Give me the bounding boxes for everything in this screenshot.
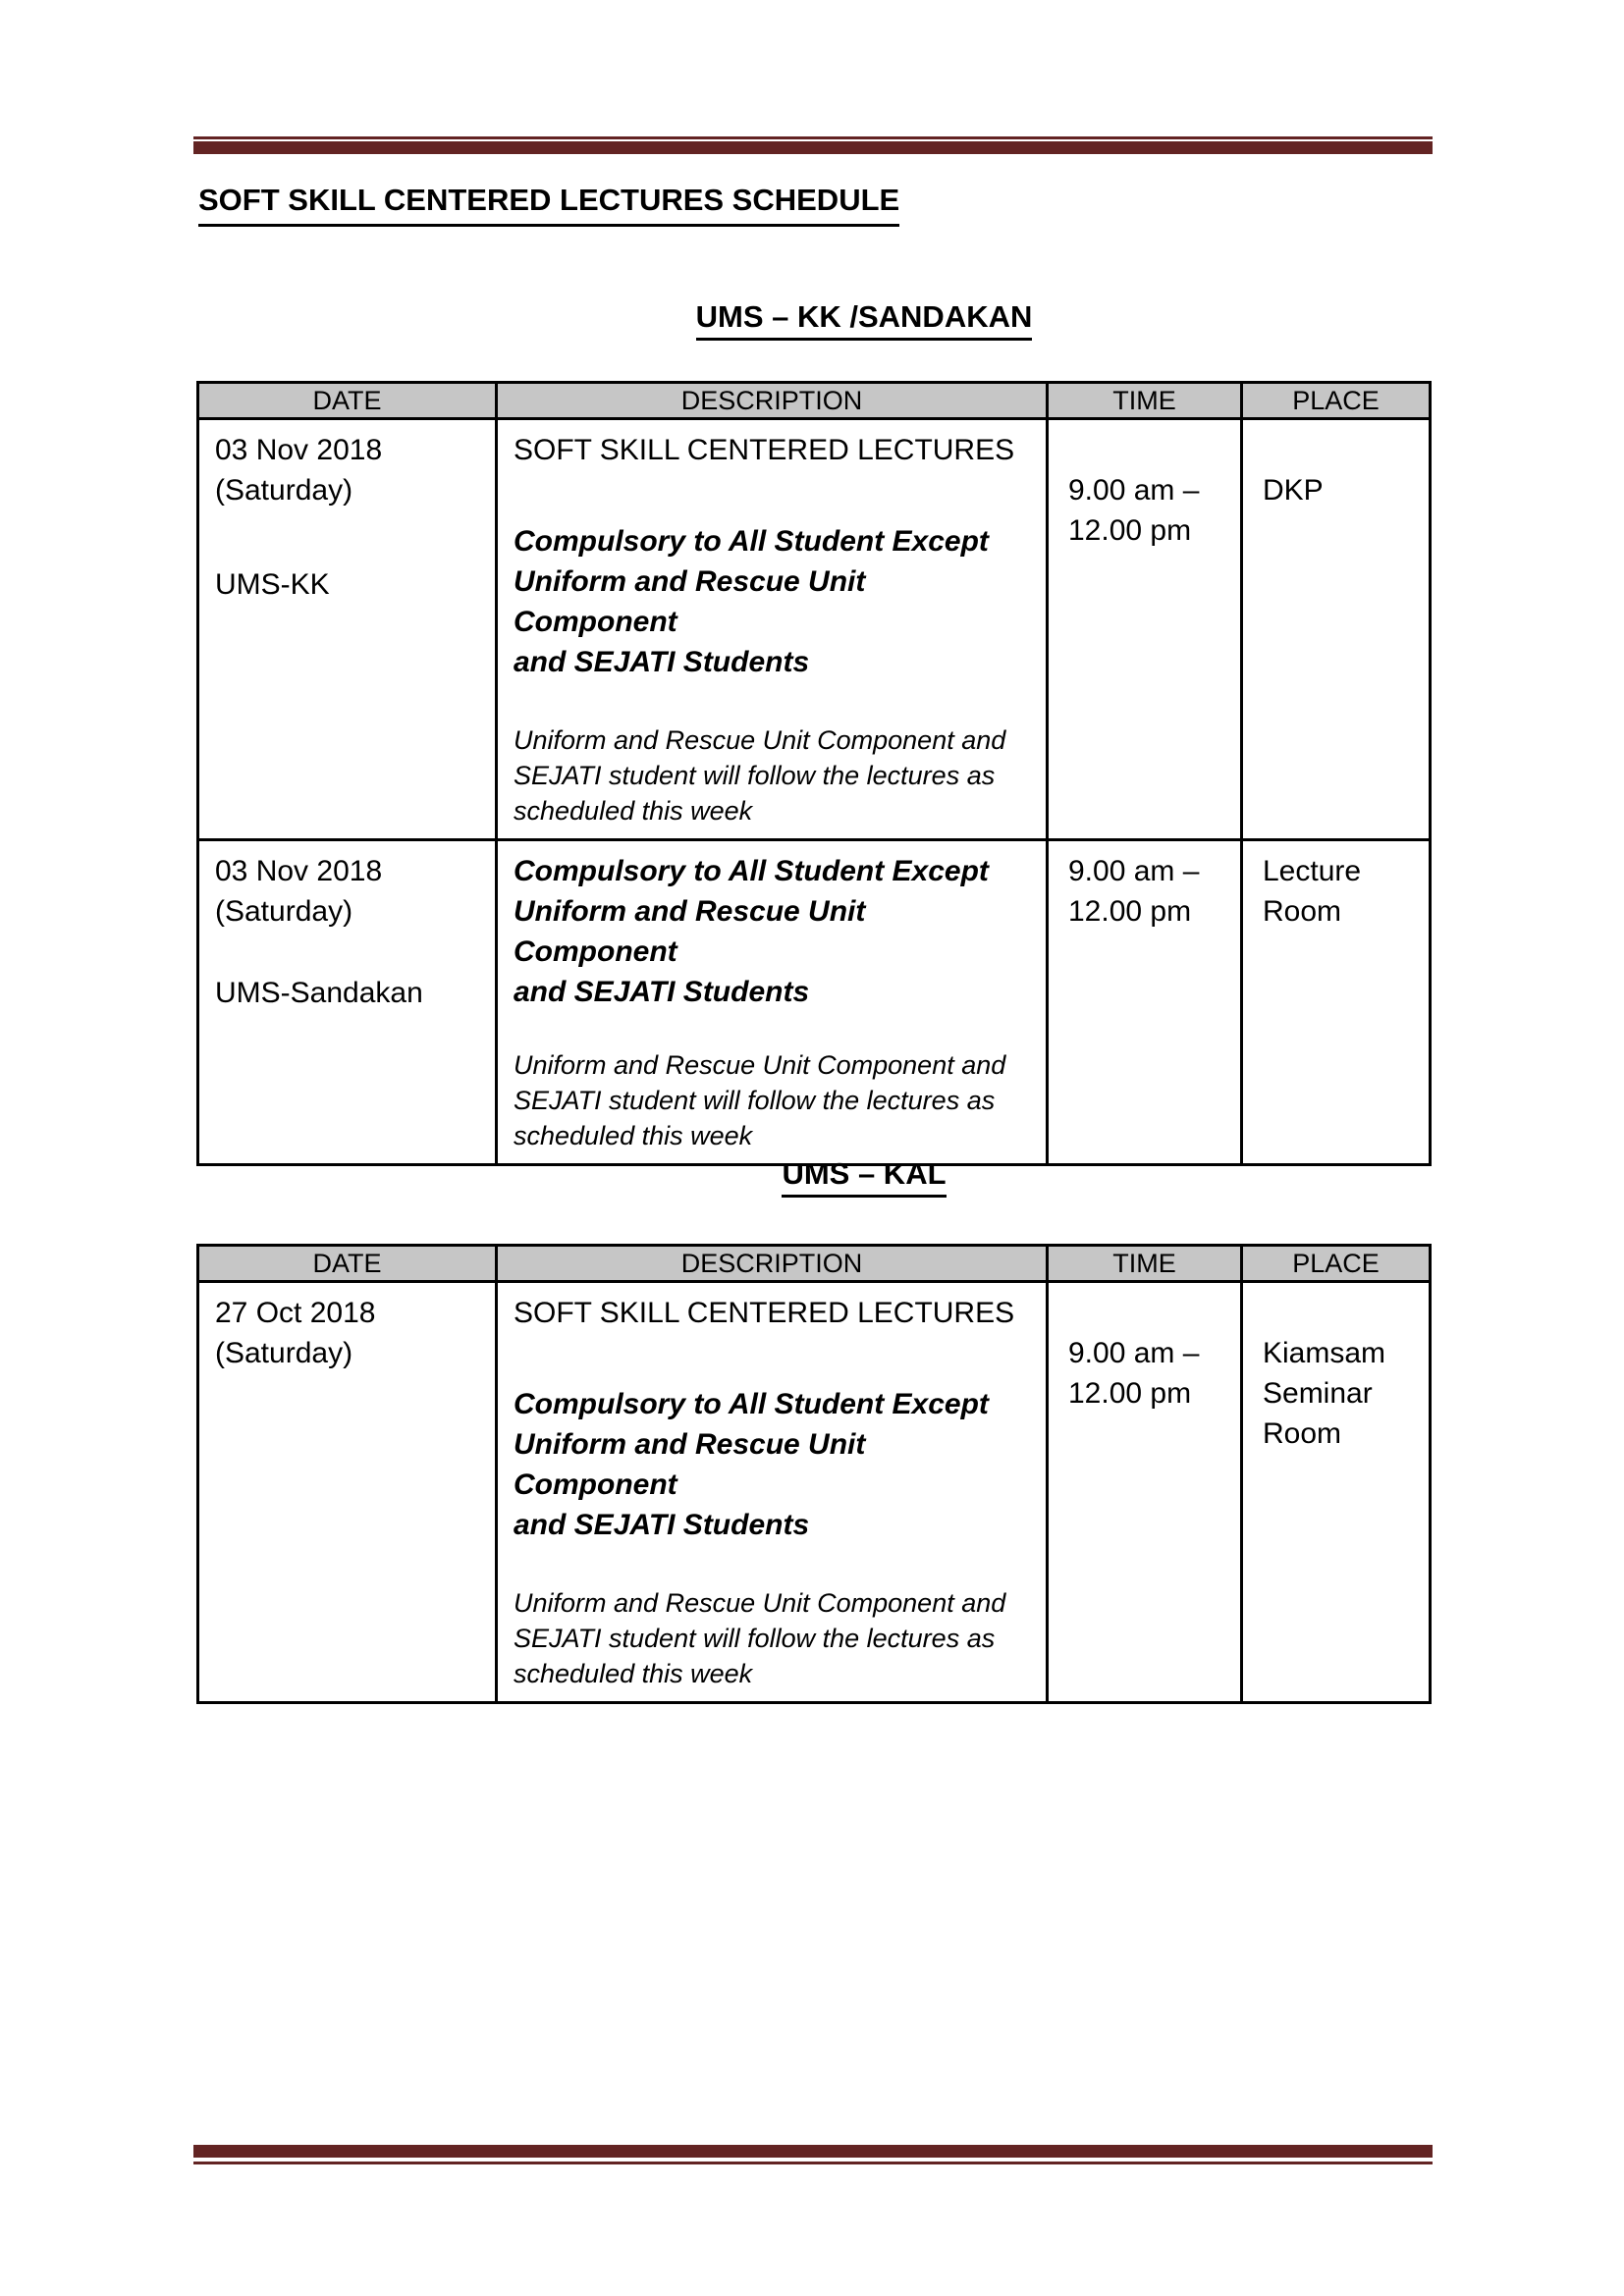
description-emphasis-line: Uniform and Rescue Unit Component: [514, 565, 866, 638]
blank-line: [215, 510, 485, 564]
date-line: 03 Nov 2018: [215, 855, 383, 887]
blank-line: [1263, 430, 1421, 470]
blank-line: [215, 932, 485, 973]
time-line: 9.00 am –: [1068, 474, 1200, 507]
date-day-line: (Saturday): [215, 474, 353, 507]
description-title: SOFT SKILL CENTERED LECTURES: [514, 434, 1015, 466]
date-cell: [198, 1282, 497, 1703]
place-cell: [1242, 840, 1431, 1165]
description-emphasis-line: and SEJATI Students: [514, 1509, 810, 1541]
description-emphasis-line: Compulsory to All Student Except: [514, 525, 989, 558]
table-row: [198, 840, 1431, 1165]
top-rule-thick: [193, 141, 1433, 154]
time-line: 12.00 pm: [1068, 895, 1192, 928]
time-line: 9.00 am –: [1068, 855, 1200, 887]
description-emphasis-line: Compulsory to All Student Except: [514, 1388, 989, 1420]
blank-line: [1068, 1293, 1232, 1333]
time-cell: [1048, 419, 1242, 840]
section-heading-text: UMS – KK /SANDAKAN: [696, 297, 1033, 341]
column-header-place: PLACE: [1242, 383, 1431, 419]
schedule-table-ums-kal: [196, 1244, 1432, 1704]
blank-line: [514, 1333, 1034, 1384]
description-emphasis-line: and SEJATI Students: [514, 976, 810, 1008]
place-line: Lecture: [1263, 855, 1362, 887]
place-line: Room: [1263, 895, 1342, 928]
description-note-line: SEJATI student will follow the lectures as: [514, 761, 996, 790]
description-note-line: SEJATI student will follow the lectures as: [514, 1086, 996, 1115]
time-cell: [1048, 1282, 1242, 1703]
description-note-line: Uniform and Rescue Unit Component and: [514, 725, 1006, 755]
date-day-line: (Saturday): [215, 895, 353, 928]
campus-label: UMS-KK: [215, 568, 330, 601]
date-line: 03 Nov 2018: [215, 434, 383, 466]
description-emphasis-line: Compulsory to All Student Except: [514, 855, 989, 887]
time-line: 12.00 pm: [1068, 1377, 1192, 1410]
place-line: DKP: [1263, 474, 1324, 507]
description-note-line: scheduled this week: [514, 1121, 753, 1150]
bottom-rule-thick: [193, 2145, 1433, 2158]
date-line: 27 Oct 2018: [215, 1297, 376, 1329]
blank-line: [514, 470, 1034, 521]
column-header-description: DESCRIPTION: [497, 383, 1048, 419]
description-note-line: Uniform and Rescue Unit Component and: [514, 1050, 1006, 1080]
description-cell: [497, 840, 1048, 1165]
column-header-date: DATE: [198, 383, 497, 419]
time-cell: [1048, 840, 1242, 1165]
blank-line: [1068, 430, 1232, 470]
place-line: Kiamsam: [1263, 1337, 1386, 1369]
date-cell: [198, 840, 497, 1165]
place-line: Seminar: [1263, 1377, 1373, 1410]
description-note-line: Uniform and Rescue Unit Component and: [514, 1588, 1006, 1618]
date-day-line: (Saturday): [215, 1337, 353, 1369]
table-row: [198, 1282, 1431, 1703]
time-line: 12.00 pm: [1068, 514, 1192, 547]
column-header-place: PLACE: [1242, 1246, 1431, 1282]
column-header-description: DESCRIPTION: [497, 1246, 1048, 1282]
section-heading-ums-kal: [295, 1154, 1434, 1198]
column-header-time: TIME: [1048, 383, 1242, 419]
place-cell: [1242, 419, 1431, 840]
document-title-text: SOFT SKILL CENTERED LECTURES SCHEDULE: [198, 179, 899, 227]
campus-label: UMS-Sandakan: [215, 977, 423, 1009]
document-title: [198, 179, 899, 227]
column-header-date: DATE: [198, 1246, 497, 1282]
bottom-rule-thin: [193, 2162, 1433, 2164]
description-emphasis-line: Uniform and Rescue Unit Component: [514, 1428, 866, 1501]
time-line: 9.00 am –: [1068, 1337, 1200, 1369]
description-note-line: scheduled this week: [514, 1659, 753, 1688]
blank-line: [514, 1012, 1034, 1047]
section-heading-ums-kk-sandakan: [295, 297, 1434, 341]
description-note-line: SEJATI student will follow the lectures as: [514, 1624, 996, 1653]
description-title: SOFT SKILL CENTERED LECTURES: [514, 1297, 1015, 1329]
table-header-row: [198, 383, 1431, 419]
section-heading-text: UMS – KAL: [782, 1154, 946, 1198]
place-line: Room: [1263, 1417, 1342, 1450]
table-row: [198, 419, 1431, 840]
blank-line: [514, 1545, 1034, 1585]
date-cell: [198, 419, 497, 840]
table-header-row: [198, 1246, 1431, 1282]
top-rule-thin: [193, 136, 1433, 139]
description-emphasis-line: and SEJATI Students: [514, 646, 810, 678]
blank-line: [514, 682, 1034, 722]
description-cell: [497, 1282, 1048, 1703]
schedule-table-ums-kk-sandakan: [196, 381, 1432, 1166]
description-note-line: scheduled this week: [514, 796, 753, 826]
blank-line: [1263, 1293, 1421, 1333]
place-cell: [1242, 1282, 1431, 1703]
column-header-time: TIME: [1048, 1246, 1242, 1282]
description-cell: [497, 419, 1048, 840]
description-emphasis-line: Uniform and Rescue Unit Component: [514, 895, 866, 968]
